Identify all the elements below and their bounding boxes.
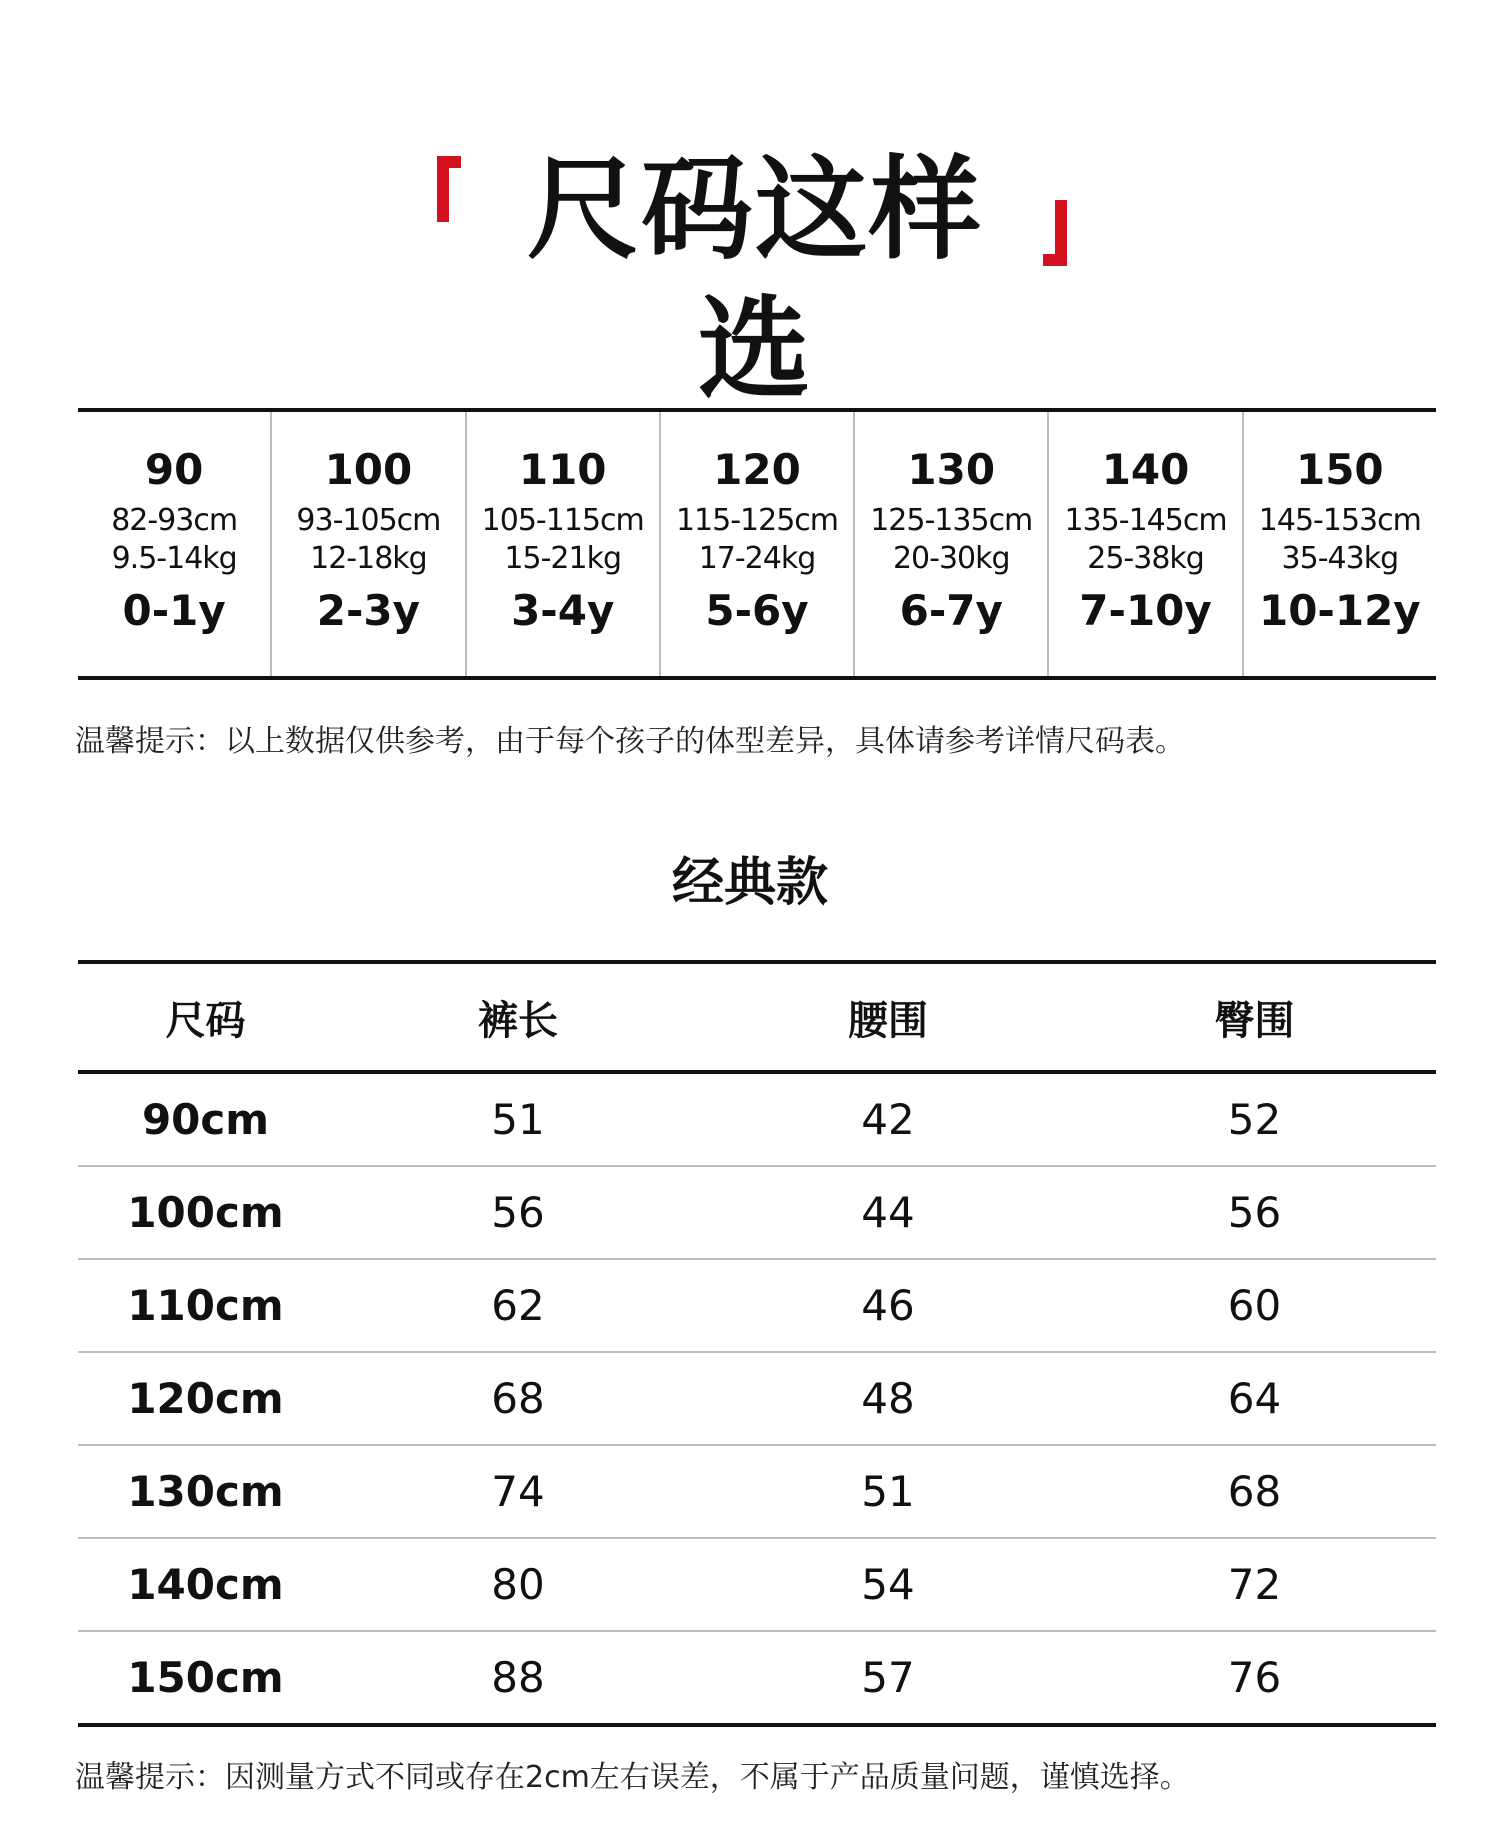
height-range: 93-105cm: [296, 503, 441, 538]
size-guide-column: [1047, 412, 1241, 676]
height-range: 82-93cm: [111, 503, 238, 538]
size-guide-column: [659, 412, 853, 676]
age-range: 10-12y: [1258, 586, 1421, 635]
height-range: 115-125cm: [675, 503, 839, 538]
header-hip: 臀围: [1073, 962, 1436, 1072]
right-bracket-icon: [1043, 200, 1067, 266]
weight-range: 17-24kg: [698, 541, 816, 576]
header-waist: 腰围: [703, 962, 1073, 1072]
height-range: 125-135cm: [870, 503, 1033, 538]
cell-waist: 57: [861, 1653, 915, 1702]
size-table: [78, 960, 1436, 1727]
age-range: 3-4y: [511, 586, 615, 635]
cell-size: 130cm: [78, 1445, 333, 1538]
table-row: [78, 1445, 1436, 1538]
cell-hip: 68: [1073, 1445, 1436, 1538]
weight-range: 15-21kg: [504, 541, 621, 576]
size-label: 150: [1295, 445, 1384, 494]
reference-note: 温馨提示：以上数据仅供参考，由于每个孩子的体型差异，具体请参考详情尺码表。: [75, 724, 1185, 759]
cell-hip: 72: [1073, 1538, 1436, 1631]
left-bracket-icon: [437, 156, 461, 222]
cell-size: 90cm: [78, 1072, 333, 1166]
age-range: 6-7y: [899, 586, 1003, 635]
weight-range: 35-43kg: [1281, 541, 1399, 576]
cell-size: 140cm: [78, 1538, 333, 1631]
section-title: 经典款: [671, 853, 828, 913]
height-range: 135-145cm: [1064, 503, 1227, 538]
weight-range: 20-30kg: [892, 541, 1010, 576]
measurement-note: 温馨提示：因测量方式不同或存在2cm左右误差，不属于产品质量问题，谨慎选择。: [75, 1760, 1190, 1795]
cell-waist: 44: [703, 1166, 1073, 1259]
cell-waist: 54: [703, 1538, 1073, 1631]
size-label: 110: [518, 445, 607, 494]
cell-pant-length: 56: [333, 1166, 703, 1259]
size-label: 140: [1101, 445, 1190, 494]
page-title: 尺码这样选: [527, 145, 983, 415]
table-row: [78, 1352, 1436, 1445]
table-header-row: [78, 962, 1436, 1072]
size-guide-column: [270, 412, 464, 676]
age-range: 7-10y: [1079, 586, 1212, 635]
cell-hip: 60: [1073, 1259, 1436, 1352]
weight-range: 9.5-14kg: [111, 541, 237, 576]
size-guide-column: [78, 412, 270, 676]
size-label: 100: [324, 445, 413, 494]
cell-waist: 48: [703, 1352, 1073, 1445]
cell-pant-length: 80: [333, 1538, 703, 1631]
table-row: [78, 1538, 1436, 1631]
size-guide: [78, 408, 1436, 680]
weight-range: 12-18kg: [310, 541, 427, 576]
size-label: 90: [144, 445, 204, 494]
cell-waist: 46: [703, 1259, 1073, 1352]
table-row: [78, 1631, 1436, 1725]
cell-pant-length: 62: [333, 1259, 703, 1352]
cell-size: 110cm: [78, 1259, 333, 1352]
cell-size: 100cm: [78, 1166, 333, 1259]
size-guide-column: [465, 412, 659, 676]
table-row: [78, 1259, 1436, 1352]
cell-hip: 52: [1073, 1072, 1436, 1166]
cell-pant-length: 74: [333, 1445, 703, 1538]
cell-size: 120cm: [78, 1352, 333, 1445]
age-range: 0-1y: [122, 586, 226, 635]
header-pant-length: 裤长: [333, 962, 703, 1072]
age-range: 5-6y: [705, 586, 809, 635]
height-range: 105-115cm: [481, 503, 644, 538]
table-row: [78, 1166, 1436, 1259]
cell-size: 150cm: [127, 1653, 284, 1702]
cell-waist: 42: [703, 1072, 1073, 1166]
age-range: 2-3y: [316, 586, 421, 635]
cell-pant-length: 51: [333, 1072, 703, 1166]
size-label: 120: [713, 445, 801, 494]
cell-pant-length: 68: [333, 1352, 703, 1445]
title-area: [0, 140, 1500, 415]
header-size: 尺码: [78, 962, 333, 1072]
weight-range: 25-38kg: [1087, 541, 1204, 576]
cell-hip: 76: [1227, 1653, 1282, 1702]
cell-hip: 56: [1073, 1166, 1436, 1259]
size-guide-column: [853, 412, 1047, 676]
size-label: 130: [907, 445, 996, 494]
cell-pant-length: 88: [491, 1653, 545, 1702]
size-guide-column: [1242, 412, 1436, 676]
height-range: 145-153cm: [1258, 503, 1421, 538]
table-row: [78, 1072, 1436, 1166]
cell-hip: 64: [1073, 1352, 1436, 1445]
cell-waist: 51: [703, 1445, 1073, 1538]
